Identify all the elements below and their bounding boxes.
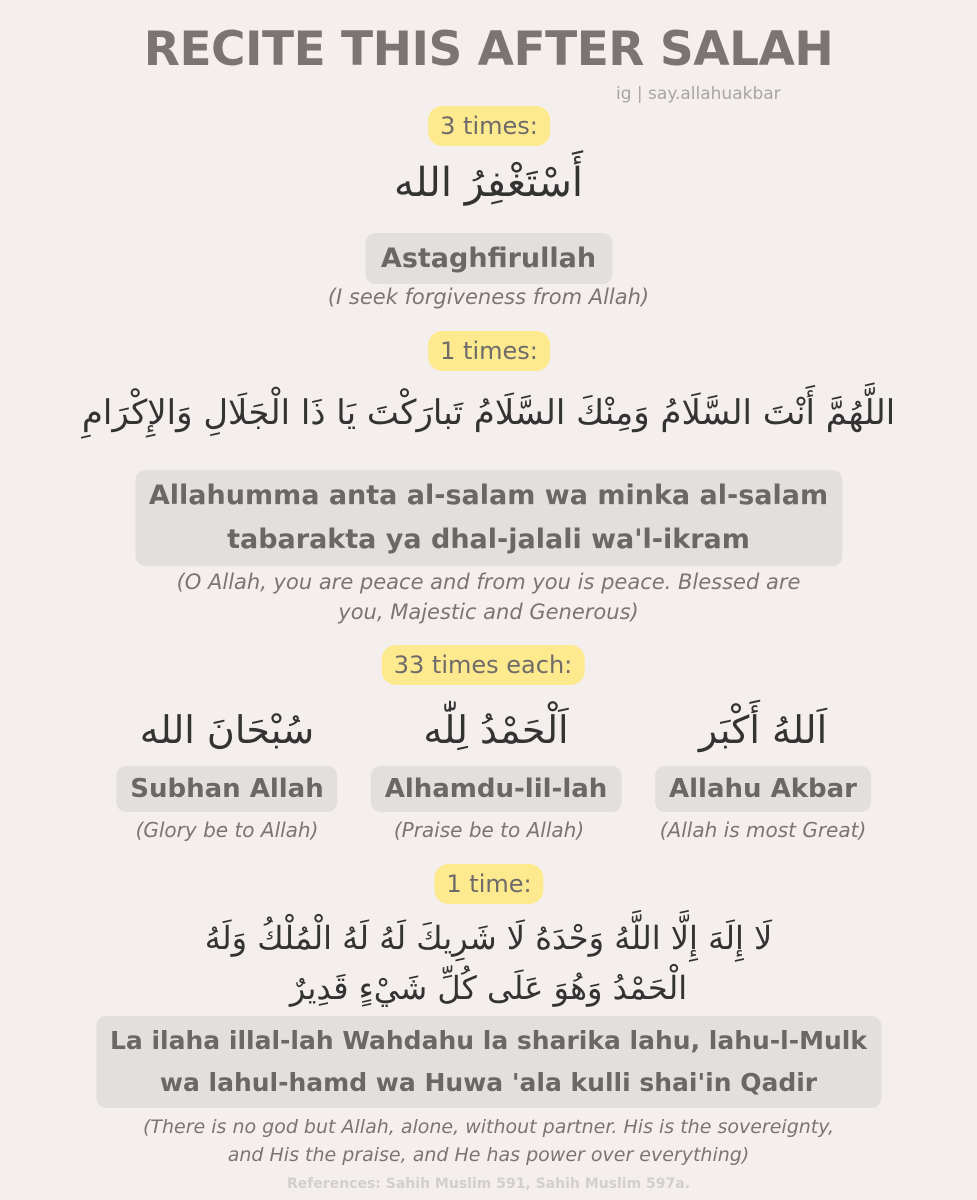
page-title: RECITE THIS AFTER SALAH (143, 22, 834, 77)
transliteration-line-2: wa lahul-hamd wa Huwa 'ala kulli shai'in Qadir (159, 1068, 818, 1097)
count-badge-3-times: 3 times: (428, 106, 550, 146)
transliteration-allahu-akbar: Allahu Akbar (655, 766, 871, 812)
transliteration-alhamdulillah: Alhamdu-lil-lah (371, 766, 622, 812)
arabic-astaghfirullah: أَسْتَغْفِرُ الله (393, 160, 583, 206)
instagram-handle: ig | say.allahuakbar (616, 84, 781, 104)
translation-line-1: (There is no god but Allah, alone, without partner. His is the sovereignty, (142, 1116, 835, 1138)
arabic-line-2: الْحَمْدُ وَهُوَ عَلَى كُلِّ شَيْءٍ قَدِيرٌ (289, 969, 688, 1007)
translation-subhan-allah: (Glory be to Allah) (135, 818, 319, 842)
translation-line-2: and His the praise, and He has power over everything) (227, 1144, 750, 1166)
transliteration-astaghfirullah: Astaghfirullah (365, 233, 612, 284)
arabic-subhan-allah: سُبْحَانَ الله (139, 708, 315, 752)
references: References: Sahih Muslim 591, Sahih Muslim 597a. (286, 1176, 691, 1192)
arabic-line-1: لَا إِلَهَ إِلَّا اللَّهُ وَحْدَهُ لَا شَرِيكَ لَهُ لَهُ الْمُلْكُ وَلَهُ (204, 919, 773, 957)
transliteration-line-2: tabarakta ya dhal-jalali wa'l-ikram (227, 524, 750, 555)
transliteration-line-1: La ilaha illal-lah Wahdahu la sharika lahu, lahu-l-Mulk (109, 1026, 868, 1055)
count-badge-1-times: 1 times: (428, 331, 550, 371)
translation-astaghfirullah: (I seek forgiveness from Allah) (327, 285, 650, 309)
translation-line-1: (O Allah, you are peace and from you is peace. Blessed are (176, 570, 801, 594)
translation-allahu-akbar: (Allah is most Great) (659, 818, 867, 842)
arabic-allahumma-anta-salam: اللَّهُمَّ أَنْتَ السَّلَامُ وَمِنْكَ السَّلَامُ تَبارَكْتَ يَا ذَا الْجَلَالِ وَالإِكْرَامِ (81, 393, 896, 433)
translation-allahumma-anta-salam (0, 567, 977, 627)
arabic-alhamdulillah: اَلْحَمْدُ لِلّٰه (423, 708, 569, 752)
translation-la-ilaha-illallah (0, 1113, 977, 1169)
arabic-la-ilaha-illallah (0, 913, 977, 1013)
transliteration-subhan-allah: Subhan Allah (116, 766, 337, 812)
transliteration-la-ilaha-illallah (96, 1016, 881, 1108)
transliteration-line-1: Allahumma anta al-salam wa minka al-salam (148, 480, 829, 511)
count-badge-33-times: 33 times each: (382, 645, 585, 685)
count-badge-1-time: 1 time: (434, 864, 543, 904)
translation-alhamdulillah: (Praise be to Allah) (393, 818, 585, 842)
transliteration-allahumma-anta-salam (135, 470, 842, 566)
translation-line-2: you, Majestic and Generous) (338, 600, 639, 624)
arabic-allahu-akbar: اَللهُ أَكْبَر (698, 708, 828, 752)
